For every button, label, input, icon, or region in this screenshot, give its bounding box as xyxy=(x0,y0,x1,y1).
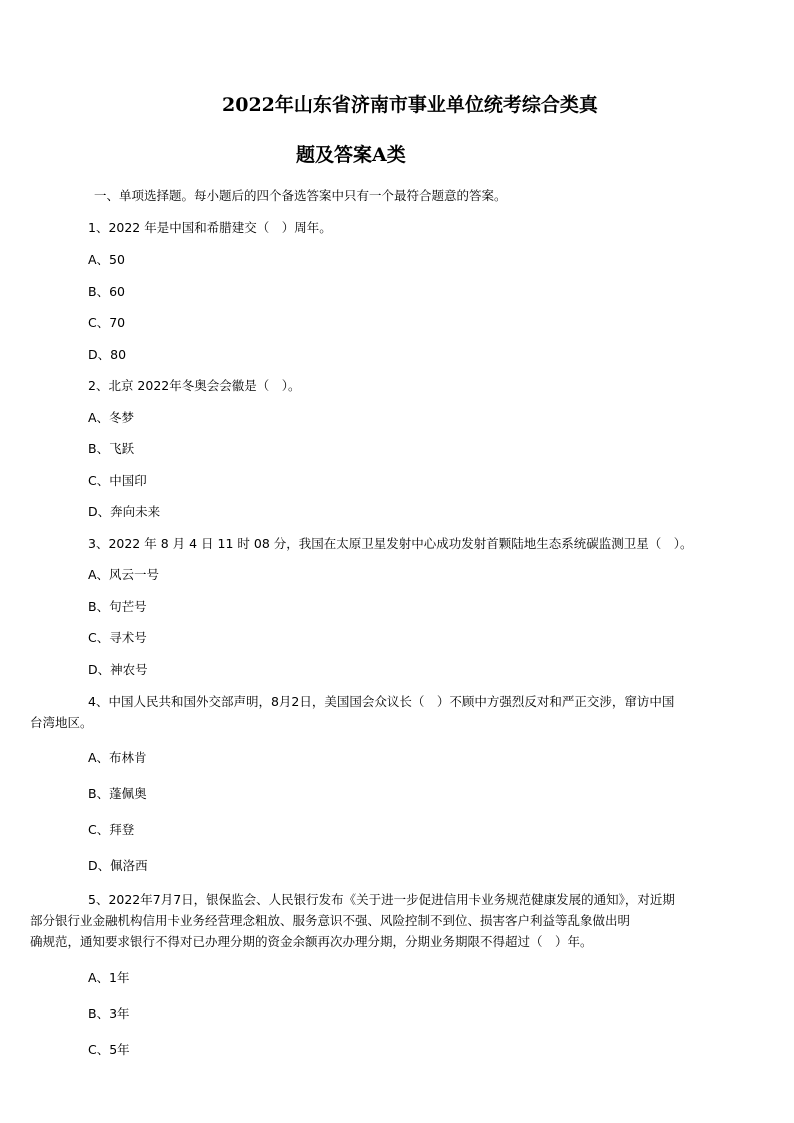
question-2-option-c: C、中国印 xyxy=(88,473,147,488)
question-3-option-c: C、寻术号 xyxy=(88,630,147,645)
question-2-option-b: B、飞跃 xyxy=(88,441,135,456)
question-2-option-a: A、冬梦 xyxy=(88,410,135,425)
question-4-option-d: D、佩洛西 xyxy=(88,858,148,873)
question-1-option-d: D、80 xyxy=(88,347,127,362)
question-5-option-c: C、5年 xyxy=(88,1042,130,1057)
section-heading: 一、单项选择题。每小题后的四个备选答案中只有一个最符合题意的答案。 xyxy=(94,188,507,203)
question-5-option-a: A、1年 xyxy=(88,970,130,985)
document-title-line1: 2022年山东省济南市事业单位统考综合类真 xyxy=(222,94,598,116)
question-4-option-c: C、拜登 xyxy=(88,822,135,837)
question-3-option-b: B、句芒号 xyxy=(88,599,147,614)
question-4-option-a: A、布林肯 xyxy=(88,750,147,765)
question-3-stem: 3、2022 年 8 月 4 日 11 时 08 分，我国在太原卫星发射中心成功发射首颗陆地生态系统碳监测卫星（ ）。 xyxy=(88,536,693,551)
question-5-stem-line3: 确规范，通知要求银行不得对已办理分期的资金余额再次办理分期，分期业务期限不得超过（ ）年。 xyxy=(30,934,593,949)
question-5-stem-line2: 部分银行业金融机构信用卡业务经营理念粗放、服务意识不强、风险控制不到位、损害客户利益等乱象做出明 xyxy=(30,913,631,928)
question-3-option-d: D、神农号 xyxy=(88,662,148,677)
question-5-option-b: B、3年 xyxy=(88,1006,130,1021)
question-1-option-b: B、60 xyxy=(88,284,125,299)
question-1-option-c: C、70 xyxy=(88,315,126,330)
document-title-line2: 题及答案A类 xyxy=(296,144,406,166)
question-2-option-d: D、奔向未来 xyxy=(88,504,161,519)
question-5-stem-line1: 5、2022年7月7日，银保监会、人民银行发布《关于进一步促进信用卡业务规范健康发展的通知》，对近期 xyxy=(88,892,675,907)
question-3-option-a: A、风云一号 xyxy=(88,567,160,582)
question-2-stem: 2、北京 2022年冬奥会会徽是（ ）。 xyxy=(88,378,301,393)
question-4-stem-line1: 4、中国人民共和国外交部声明，8月2日，美国国会众议长（ ）不顾中方强烈反对和严正交涉，窜访中国 xyxy=(88,694,675,709)
question-4-stem-line2: 台湾地区。 xyxy=(30,715,93,730)
question-4-option-b: B、蓬佩奥 xyxy=(88,786,147,801)
question-1-stem: 1、2022 年是中国和希腊建交（ ）周年。 xyxy=(88,220,332,235)
question-1-option-a: A、50 xyxy=(88,252,125,267)
